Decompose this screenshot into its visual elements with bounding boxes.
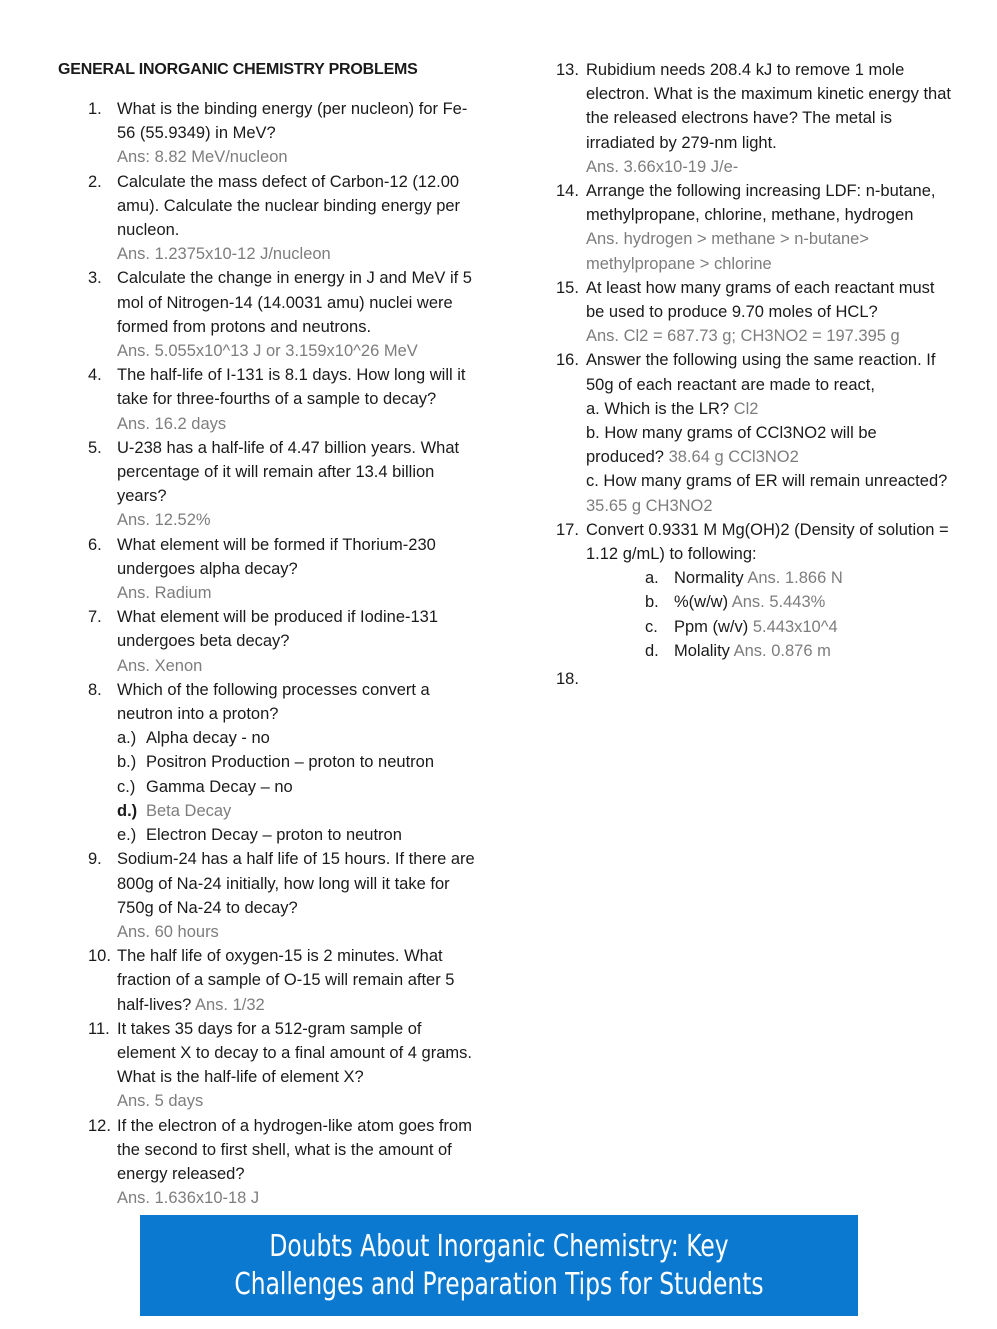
problem-answer: Ans: 8.82 MeV/nucleon [117, 148, 288, 167]
problem-question: Calculate the mass defect of Carbon-12 (12.00 amu). Calculate the nuclear binding energy per nucleon. [117, 172, 461, 240]
part-answer: 38.64 g CCl3NO2 [668, 448, 799, 467]
problem-item [58, 1017, 478, 1114]
option-text: Alpha decay - no [146, 729, 270, 748]
sub-text: Normality [674, 569, 748, 588]
option-letter: e.) [117, 826, 137, 845]
problem-number: 14. [556, 182, 579, 201]
problem-item [58, 436, 478, 533]
right-column [556, 58, 951, 691]
part-text: c. How many grams of ER will remain unreacted? [586, 472, 948, 491]
problem-question: What is the binding energy (per nucleon) for Fe-56 (55.9349) in MeV? [117, 100, 468, 143]
problem-question: At least how many grams of each reactant must be used to produce 9.70 moles of HCL? [586, 278, 935, 322]
option-text: Beta Decay [146, 801, 232, 820]
banner-title: Doubts About Inorganic Chemistry: Key Challenges and Preparation Tips for Students [234, 1228, 764, 1302]
part-answer: Cl2 [733, 399, 759, 418]
problem-answer: Ans. 1/32 [194, 995, 265, 1014]
option-letter: c.) [117, 777, 136, 796]
problem-item [556, 348, 951, 517]
problem-question: Calculate the change in energy in J and MeV if 5 mol of Nitrogen-14 (14.0031 amu) nuclei were formed from protons and neutrons. [117, 269, 472, 336]
sub-text: %(w/w) [674, 593, 732, 612]
option-item [117, 775, 478, 799]
option-text: Electron Decay – proton to neutron [146, 826, 402, 845]
option-letter: b.) [117, 753, 137, 772]
problem-question: Convert 0.9331 M Mg(OH)2 (Density of solution = 1.12 g/mL) to following: [586, 520, 949, 564]
sub-question [586, 639, 951, 663]
problem-number: 11. [88, 1019, 110, 1038]
problem-part [586, 397, 951, 421]
part-answer: 35.65 g CH3NO2 [586, 496, 713, 515]
problem-question: Answer the following using the same reaction. If 50g of each reactant are made to react, [586, 351, 936, 394]
problem-item [58, 266, 478, 363]
part-text: b. How many grams of CCl3NO2 will be produced? [586, 424, 877, 467]
problem-answer: Ans. 12.52% [117, 511, 211, 530]
problem-item [556, 667, 951, 691]
sub-answer: Ans. 0.876 m [733, 641, 831, 660]
option-item-correct [117, 799, 478, 823]
problem-item [58, 363, 478, 436]
problem-item [58, 533, 478, 606]
problem-number: 3. [88, 269, 102, 288]
problem-answer: Ans. 16.2 days [117, 414, 227, 433]
problem-part [586, 421, 951, 469]
problem-number: 9. [88, 850, 102, 869]
problem-item [58, 944, 478, 1017]
problem-item [556, 179, 951, 276]
problem-question: Which of the following processes convert a neutron into a proton? [117, 680, 430, 724]
problem-item [58, 678, 478, 847]
problem-question: U-238 has a half-life of 4.47 billion years. What percentage of it will remain after 13.4 billion years? [117, 438, 460, 506]
problem-answer: Ans. 5 days [117, 1092, 204, 1111]
problem-question: Arrange the following increasing LDF: n-butane, methylpropane, chlorine, methane, hydrogen [586, 182, 936, 225]
problem-answer: Ans. 5.055x10^13 J or 3.159x10^26 MeV [117, 342, 418, 361]
option-item [117, 823, 478, 847]
problem-number: 12. [88, 1116, 111, 1135]
problem-item [58, 97, 478, 170]
problem-item [58, 847, 478, 944]
problem-answer: Ans. 3.66x10-19 J/e- [586, 157, 739, 176]
sub-text: Ppm (w/v) [674, 617, 753, 636]
sub-text: Molality [674, 641, 734, 660]
problem-question: What element will be produced if Iodine-131 undergoes beta decay? [117, 608, 439, 651]
problem-answer: Ans. 1.636x10-18 J [117, 1189, 260, 1208]
document-heading: GENERAL INORGANIC CHEMISTRY PROBLEMS [58, 61, 418, 78]
problem-question: The half life of oxygen-15 is 2 minutes. What fraction of a sample of O-15 will remain after 5 half-lives? [117, 947, 455, 1014]
problem-part [586, 469, 951, 517]
part-text: a. Which is the LR? [586, 399, 734, 418]
problem-question: The half-life of I-131 is 8.1 days. How long will it take for three-fourths of a sample to decay? [117, 366, 466, 409]
problem-question [586, 667, 951, 691]
problem-item [556, 58, 951, 179]
problem-answer: Ans. 60 hours [117, 922, 219, 941]
sub-question [586, 590, 951, 614]
option-text: Positron Production – proton to neutron [146, 753, 435, 772]
option-letter: d.) [117, 801, 138, 820]
sub-letter: c. [645, 617, 658, 636]
problem-number: 15. [556, 278, 579, 297]
problem-answer: Ans. Radium [117, 584, 212, 603]
sub-answer: Ans. 5.443% [731, 593, 826, 612]
problem-number: 18. [556, 670, 579, 689]
sub-answer: Ans. 1.866 N [747, 569, 843, 588]
problem-question: What element will be formed if Thorium-230 undergoes alpha decay? [117, 535, 436, 578]
problem-number: 5. [88, 438, 102, 457]
sub-letter: a. [645, 569, 659, 588]
problem-item [58, 1114, 478, 1211]
problem-number: 2. [88, 172, 102, 191]
sub-question [586, 615, 951, 639]
problem-number: 8. [88, 680, 102, 699]
sub-letter: b. [645, 593, 659, 612]
problem-item [58, 605, 478, 678]
sub-letter: d. [645, 641, 659, 660]
problem-number: 7. [88, 608, 102, 627]
sub-answer: 5.443x10^4 [752, 617, 838, 636]
option-item [117, 726, 478, 750]
problem-item [556, 276, 951, 349]
problem-answer: Ans. Cl2 = 687.73 g; CH3NO2 = 197.395 g [586, 327, 900, 346]
sub-question [586, 566, 951, 590]
left-column [58, 58, 478, 1210]
problem-question: It takes 35 days for a 512-gram sample of element X to decay to a final amount of 4 grams. What is the half-life of element X? [117, 1019, 472, 1087]
problem-number: 6. [88, 535, 102, 554]
problem-number: 10. [88, 947, 111, 966]
problem-question: Sodium-24 has a half life of 15 hours. If there are 800g of Na-24 initially, how long will it take for 750g of Na-24 to decay? [117, 850, 475, 917]
title-banner [140, 1215, 858, 1316]
problem-item [58, 170, 478, 267]
problem-answer: Ans. Xenon [117, 656, 203, 675]
problem-number: 1. [88, 100, 102, 118]
problem-question: If the electron of a hydrogen-like atom goes from the second to first shell, what is the amount of energy released? [117, 1116, 472, 1183]
problem-number: 16. [556, 351, 579, 370]
problem-answer: Ans. 1.2375x10-12 J/nucleon [117, 245, 331, 264]
option-letter: a.) [117, 729, 137, 748]
option-text: Gamma Decay – no [146, 777, 293, 796]
problem-answer: Ans. hydrogen > methane > n-butane> methylpropane > chlorine [586, 230, 869, 273]
option-item [117, 750, 478, 774]
problem-number: 4. [88, 366, 102, 385]
problem-number: 17. [556, 520, 579, 539]
problem-number: 13. [556, 61, 579, 79]
problem-item [556, 518, 951, 663]
problem-question: Rubidium needs 208.4 kJ to remove 1 mole electron. What is the maximum kinetic energy that the released electrons have? The metal is irradiated by 279-nm light. [586, 61, 951, 152]
